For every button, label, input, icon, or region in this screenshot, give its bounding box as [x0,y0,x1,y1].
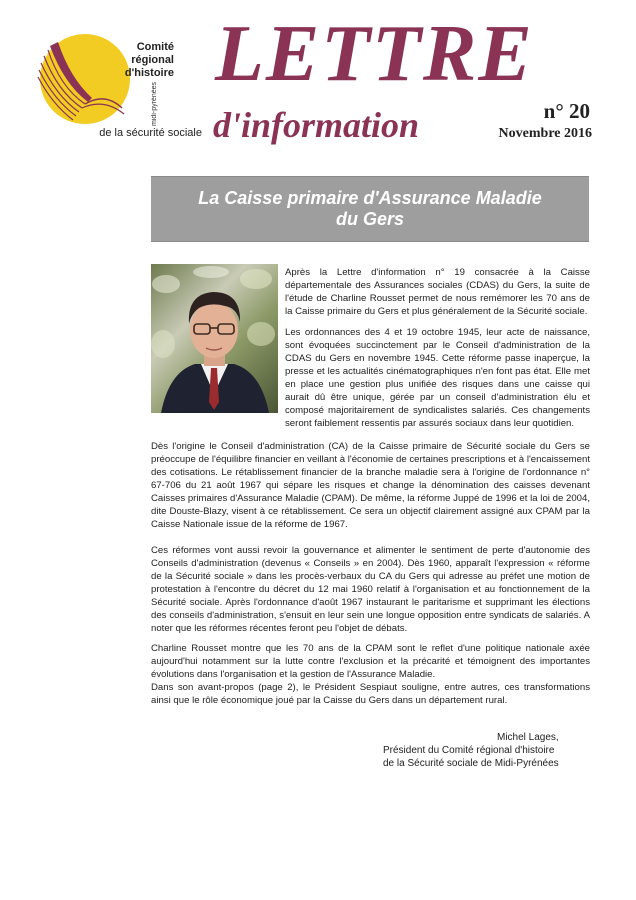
logo-text-line-2: régional [131,54,174,66]
foreword-paragraph: Dans son avant-propos (page 2), le Président Sespiaut souligne, entre autres, ces transformations ainsi que le rôle économique joué par la Caisse du Gers dans un département rural. [151,682,590,706]
issue-number: n° 20 [543,99,590,123]
article-title-box [151,176,589,242]
committee-logo [30,32,202,142]
ordinances-paragraph: Les ordonnances des 4 et 19 octobre 1945, leur acte de naissance, sont évoquées succinctement par le Conseil d'administration de la CDAS du Gers en novembre 1945. Cette réforme passe inaperçue, la presse et les actualités cinématographiques n'en font pas état. Elle met en place une gestion plus unifiée des risques dans une caisse qui aurait dû être unique, gérée par un conseil d'administration élu et composé majoritairement de syndicalistes salariés. Ces changements seront faiblement ressentis par assurés sociaux dans leur quotidien. [285,327,590,429]
logo-text-line-1: Comité [136,41,174,53]
signature-role: Président du Comité régional d'histoire [383,745,555,756]
issue-date: Novembre 2016 [498,126,592,141]
logo-text-line-3: d'histoire [124,67,174,79]
signature-organization: de la Sécurité sociale de Midi-Pyrénées [383,758,559,769]
intro-paragraph: Après la Lettre d'information n° 19 consacrée à la Caisse départementale des Assurances sociales (CDAS) du Gers, la suite de l'étude de Charline Rousset permet de nous remémorer les 70 ans de la Caisse primaire du Gers et plus généralement de la Sécurité sociale. [285,267,590,317]
article-title-line-1: La Caisse primaire d'Assurance Maladie [198,188,542,208]
conclusion-paragraph: Charline Rousset montre que les 70 ans de la CPAM sont le reflet d'une politique nationale axée aujourd'hui notamment sur la lutte contre l'exclusion et la précarité et témoignent des importantes évolutions dans l'organisation et la gestion de l'Assurance Maladie. [151,643,590,680]
logo-text-line-4: de la sécurité sociale [99,127,202,139]
governance-paragraph: Ces réformes vont aussi revoir la gouvernance et alimenter le sentiment de perte d'autonomie des Conseils d'administration (devenus « Conseils » en 2004). Dès 1960, apparaît l'expression « réforme de la Sécurité sociale » dans les procès-verbaux du CA du Gers qui adresse au préfet une motion de protestation à l'encontre du décret du 12 mai 1960 relatif à l'organisation et au fonctionnement de la Sécurité sociale. Après l'ordonnance d'août 1967 instaurant le paritarisme et supprimant les élections des conseils d'administration, s'ensuit en leur sein une longue opposition entre syndicats de salariés. A noter que les réformes récentes feront peu l'objet de débats. [151,545,590,634]
logo-region-label: midi-pyrénées [151,82,158,126]
author-portrait-photo [151,264,278,413]
article-title-line-2: du Gers [335,209,405,229]
masthead-title: LETTRE [215,10,534,98]
financial-paragraph: Dès l'origine le Conseil d'administration (CA) de la Caisse primaire de Sécurité sociale du Gers se préoccupe de l'équilibre financier en veillant à l'économie de certaines prescriptions et à l'encaissement des cotisations. Le rétablissement financier de la branche maladie sera à l'origine de l'ordonnance n° 67-706 du 21 août 1967 qui sépare les risques et change la dénomination des caisses devenant Caisses primaires d'Assurance Maladie (CPAM). De même, la réforme Juppé de 1996 et la loi de 2004, dite Douste-Blazy, visent à ce rétablissement. Ce sera un objectif clairement assigné aux CPAM par la Caisse Nationale issue de la réforme de 1967. [151,441,590,530]
masthead-subtitle: d'information [213,105,420,145]
signature-name: Michel Lages, [497,732,559,743]
